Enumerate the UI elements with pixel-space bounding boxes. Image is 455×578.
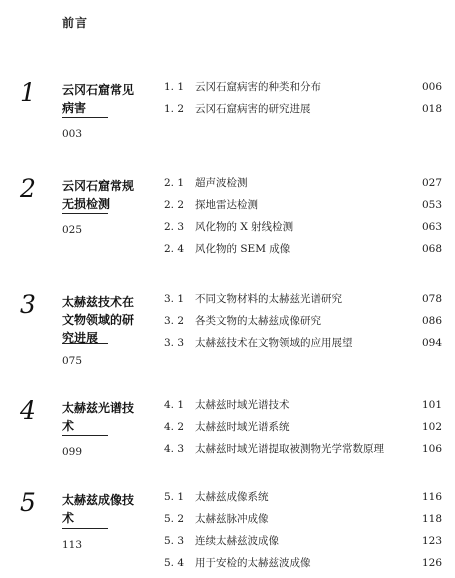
chapter-number: 5 bbox=[20, 488, 36, 517]
section-number: 2. 1 bbox=[164, 177, 185, 189]
section-number: 5. 3 bbox=[164, 535, 185, 547]
section-title: 云冈石窟病害的种类和分布 bbox=[195, 81, 321, 93]
chapter-page: 025 bbox=[62, 224, 83, 236]
section-title: 探地雷达检测 bbox=[195, 199, 258, 211]
section-title: 太赫兹成像系统 bbox=[195, 491, 269, 503]
toc-entry[interactable] bbox=[164, 292, 442, 314]
toc-entry[interactable] bbox=[164, 534, 442, 556]
toc-entry[interactable] bbox=[164, 220, 442, 242]
toc-entry[interactable] bbox=[164, 242, 442, 264]
chapter-number: 3 bbox=[20, 290, 36, 319]
section-number: 4. 1 bbox=[164, 399, 185, 411]
section-page: 126 bbox=[421, 557, 442, 569]
chapter-number: 4 bbox=[20, 396, 36, 425]
section-title: 不同文物材料的太赫兹光谱研究 bbox=[195, 293, 342, 305]
section-title: 风化物的 X 射线检测 bbox=[195, 221, 294, 233]
chapter-page: 099 bbox=[62, 446, 83, 458]
toc-entry[interactable] bbox=[164, 398, 442, 420]
section-title: 云冈石窟病害的研究进展 bbox=[195, 103, 311, 115]
chapter-divider bbox=[62, 343, 108, 344]
chapter-number: 2 bbox=[20, 174, 36, 203]
section-title: 超声波检测 bbox=[195, 177, 248, 189]
section-title: 连续太赫兹波成像 bbox=[195, 535, 279, 547]
section-page: 118 bbox=[421, 513, 442, 525]
toc-entry[interactable] bbox=[164, 102, 442, 124]
section-number: 4. 2 bbox=[164, 421, 185, 433]
section-page: 018 bbox=[421, 103, 442, 115]
toc-entry[interactable] bbox=[164, 314, 442, 336]
section-page: 102 bbox=[421, 421, 442, 433]
chapter-page: 113 bbox=[62, 539, 83, 551]
toc-entry[interactable] bbox=[164, 442, 442, 464]
section-number: 2. 2 bbox=[164, 199, 185, 211]
section-list bbox=[164, 176, 442, 264]
section-number: 2. 3 bbox=[164, 221, 185, 233]
section-list bbox=[164, 80, 442, 124]
chapter-divider bbox=[62, 528, 108, 529]
section-page: 068 bbox=[421, 243, 442, 255]
section-number: 5. 4 bbox=[164, 557, 185, 569]
section-page: 063 bbox=[421, 221, 442, 233]
toc-entry[interactable] bbox=[164, 490, 442, 512]
section-page: 106 bbox=[421, 443, 442, 455]
chapter-page: 075 bbox=[62, 355, 83, 367]
section-page: 027 bbox=[421, 177, 442, 189]
chapter-title[interactable]: 云冈石窟常见病害 bbox=[62, 83, 135, 115]
section-list bbox=[164, 490, 442, 578]
chapter-divider bbox=[62, 435, 108, 436]
section-number: 2. 4 bbox=[164, 243, 185, 255]
chapter-divider bbox=[62, 117, 108, 118]
chapter-title[interactable]: 太赫兹光谱技术 bbox=[62, 401, 135, 433]
section-page: 078 bbox=[421, 293, 442, 305]
section-number: 4. 3 bbox=[164, 443, 185, 455]
section-number: 3. 1 bbox=[164, 293, 185, 305]
chapter-title[interactable]: 云冈石窟常规无损检测 bbox=[62, 179, 135, 211]
section-page: 053 bbox=[421, 199, 442, 211]
chapter-page: 003 bbox=[62, 128, 83, 140]
section-title: 太赫兹时域光谱技术 bbox=[195, 399, 290, 411]
section-number: 3. 2 bbox=[164, 315, 185, 327]
chapter-divider bbox=[62, 213, 108, 214]
section-page: 123 bbox=[421, 535, 442, 547]
section-page: 116 bbox=[421, 491, 442, 503]
chapter-number: 1 bbox=[20, 78, 36, 107]
toc-entry[interactable] bbox=[164, 512, 442, 534]
section-page: 094 bbox=[421, 337, 442, 349]
toc-entry[interactable] bbox=[164, 556, 442, 578]
toc-entry[interactable] bbox=[164, 176, 442, 198]
toc-entry[interactable] bbox=[164, 420, 442, 442]
section-list bbox=[164, 292, 442, 358]
section-title: 太赫兹时域光谱系统 bbox=[195, 421, 290, 433]
section-list bbox=[164, 398, 442, 464]
section-number: 3. 3 bbox=[164, 337, 185, 349]
section-number: 1. 1 bbox=[164, 81, 185, 93]
chapter-title[interactable]: 太赫兹成像技术 bbox=[62, 493, 135, 525]
section-title: 太赫兹时域光谱提取被测物光学常数原理 bbox=[195, 443, 384, 455]
section-page: 006 bbox=[421, 81, 442, 93]
section-number: 5. 1 bbox=[164, 491, 185, 503]
toc-entry[interactable] bbox=[164, 80, 442, 102]
section-page: 086 bbox=[421, 315, 442, 327]
section-title: 风化物的 SEM 成像 bbox=[195, 243, 291, 255]
section-number: 1. 2 bbox=[164, 103, 185, 115]
toc-entry[interactable] bbox=[164, 336, 442, 358]
chapter-title[interactable]: 太赫兹技术在文物领域的研究进展 bbox=[62, 295, 135, 345]
section-title: 各类文物的太赫兹成像研究 bbox=[195, 315, 321, 327]
section-title: 太赫兹脉冲成像 bbox=[195, 513, 269, 525]
section-title: 用于安检的太赫兹波成像 bbox=[195, 557, 311, 569]
section-title: 太赫兹技术在文物领域的应用展望 bbox=[195, 337, 353, 349]
toc-entry[interactable] bbox=[164, 198, 442, 220]
preface-heading[interactable]: 前言 bbox=[62, 16, 89, 30]
section-number: 5. 2 bbox=[164, 513, 185, 525]
section-page: 101 bbox=[421, 399, 442, 411]
